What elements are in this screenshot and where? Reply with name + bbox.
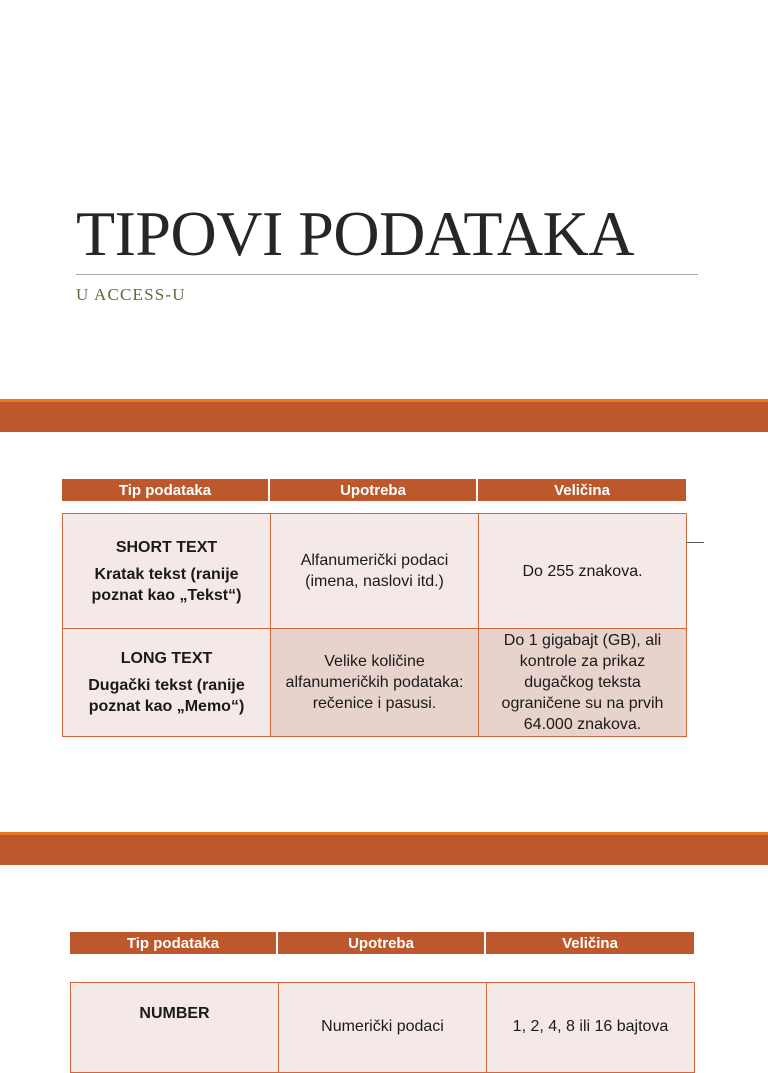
title-divider (76, 274, 698, 275)
type-description: Dugački tekst (ranije poznat kao „Memo“) (88, 677, 245, 715)
table1-header-usage: Upotreba (270, 479, 478, 501)
usage-cell: Alfanumerički podaci (imena, naslovi itd.) (271, 514, 479, 629)
type-cell (63, 514, 271, 629)
data-types-table-1 (62, 513, 687, 737)
table2-header-usage: Upotreba (278, 932, 486, 954)
size-cell: Do 1 gigabajt (GB), ali kontrole za prikaz dugačkog teksta ograničene su na prvih 64.000 znakova. (479, 629, 687, 737)
decorative-line (686, 542, 704, 543)
type-description: Kratak tekst (ranije poznat kao „Tekst“) (91, 565, 242, 604)
table2-header (70, 932, 694, 954)
size-cell: Do 255 znakova. (479, 514, 687, 629)
data-types-table-2 (70, 982, 695, 1073)
table1-header-type: Tip podataka (62, 479, 270, 501)
type-name: LONG TEXT (120, 650, 213, 667)
slide-title: TIPOVI PODATAKA (76, 198, 635, 269)
table-row (71, 983, 695, 1073)
accent-band-bottom (0, 832, 768, 865)
usage-cell: Numerički podaci (279, 983, 487, 1073)
type-cell (71, 983, 279, 1073)
type-name: SHORT TEXT (115, 538, 218, 556)
type-cell (63, 629, 271, 737)
table2-header-size: Veličina (486, 932, 694, 954)
usage-cell: Velike količine alfanumeričkih podataka: rečenice i pasusi. (271, 629, 479, 737)
size-cell: 1, 2, 4, 8 ili 16 bajtova (487, 983, 695, 1073)
slide-subtitle: U ACCESS-U (76, 285, 186, 304)
table1-header-size: Veličina (478, 479, 686, 501)
type-name: NUMBER (139, 1005, 210, 1022)
accent-band-top (0, 399, 768, 432)
table1-header (62, 479, 686, 501)
table2-header-type: Tip podataka (70, 932, 278, 954)
table-row (63, 514, 687, 629)
table-row (63, 629, 687, 737)
